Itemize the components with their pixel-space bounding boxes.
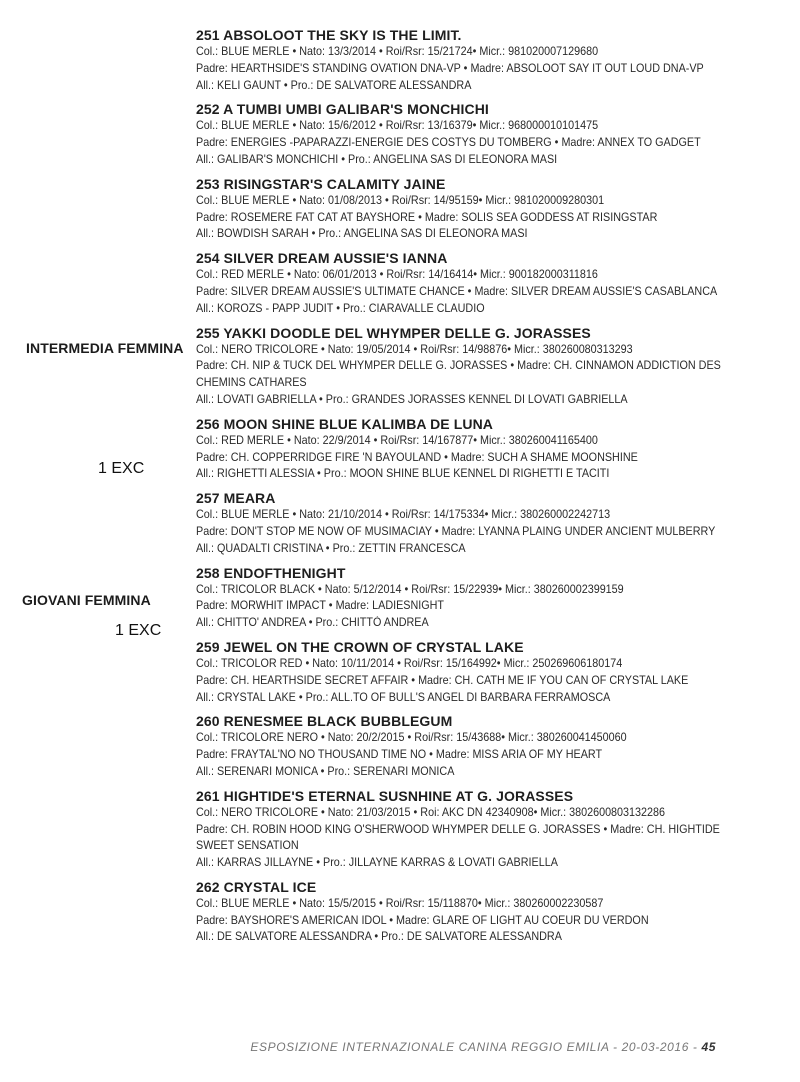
entry-detail-line: All.: CHITTO' ANDREA • Pro.: CHITTÒ ANDREA [196, 616, 429, 630]
entry-title: 255 YAKKI DOODLE DEL WHYMPER DELLE G. JORASSES [196, 324, 591, 341]
entry-title: 262 CRYSTAL ICE [196, 878, 317, 895]
catalog-entry [196, 878, 796, 946]
entry-detail-line: Padre: CH. ROBIN HOOD KING O'SHERWOOD WHYMPER DELLE G. JORASSES • Madre: CH. HIGHTIDE [196, 822, 720, 836]
catalog-entry [196, 249, 796, 317]
entry-detail-line: Padre: HEARTHSIDE'S STANDING OVATION DNA-VP • Madre: ABSOLOOT SAY IT OUT LOUD DNA-VP [196, 61, 704, 75]
entry-detail-line: Padre: ROSEMERE FAT CAT AT BAYSHORE • Madre: SOLIS SEA GODDESS AT RISINGSTAR [196, 210, 658, 224]
catalog-entry [196, 415, 796, 483]
entry-detail-line: All.: CRYSTAL LAKE • Pro.: ALL.TO OF BULL'S ANGEL DI BARBARA FERRAMOSCA [196, 690, 611, 704]
catalog-entry [196, 787, 796, 872]
entry-title: 251 ABSOLOOT THE SKY IS THE LIMIT. [196, 27, 462, 43]
grade-badge-258: 1 EXC [115, 622, 162, 639]
entry-title: 260 RENESMEE BLACK BUBBLEGUM [196, 713, 453, 730]
entry-detail-line: All.: SERENARI MONICA • Pro.: SERENARI MONICA [196, 764, 455, 778]
entry-detail-line: Padre: CH. COPPERRIDGE FIRE 'N BAYOULAND • Madre: SUCH A SHAME MOONSHINE [196, 450, 638, 464]
entry-detail-line: All.: DE SALVATORE ALESSANDRA • Pro.: DE SALVATORE ALESSANDRA [196, 930, 562, 944]
entry-title: 261 HIGHTIDE'S ETERNAL SUSNHINE AT G. JORASSES [196, 787, 574, 804]
entry-title: 256 MOON SHINE BLUE KALIMBA DE LUNA [196, 415, 494, 432]
page-number: 45 [701, 1040, 716, 1054]
entry-detail-line: Col.: TRICOLOR RED • Nato: 10/11/2014 • Roi/Rsr: 15/164992• Micr.: 250269606180174 [196, 656, 623, 670]
entry-detail-line: All.: BOWDISH SARAH • Pro.: ANGELINA SAS DI ELEONORA MASI [196, 227, 528, 241]
section-label-intermedia-femmina: INTERMEDIA FEMMINA [26, 340, 184, 356]
entry-detail-line: All.: RIGHETTI ALESSIA • Pro.: MOON SHINE BLUE KENNEL DI RIGHETTI E TACITI [196, 467, 610, 481]
entry-detail-line: All.: QUADALTI CRISTINA • Pro.: ZETTIN FRANCESCA [196, 541, 466, 555]
entry-detail-line: Col.: TRICOLOR BLACK • Nato: 5/12/2014 • Roi/Rsr: 15/22939• Micr.: 380260002399159 [196, 582, 624, 596]
entry-detail-line: All.: GALIBAR'S MONCHICHI • Pro.: ANGELINA SAS DI ELEONORA MASI [196, 152, 558, 166]
catalog-entry [196, 712, 796, 780]
grade-badge-256: 1 EXC [98, 460, 145, 477]
entry-detail-line: Padre: BAYSHORE'S AMERICAN IDOL • Madre: GLARE OF LIGHT AU COEUR DU VERDON [196, 913, 649, 927]
entry-detail-line: Padre: ENERGIES -PAPARAZZI-ENERGIE DES COSTYS DU TOMBERG • Madre: ANNEX TO GADGET [196, 136, 701, 150]
entry-detail-line: All.: KOROZS - PAPP JUDIT • Pro.: CIARAVALLE CLAUDIO [196, 301, 485, 315]
entry-detail-line: Col.: TRICOLORE NERO • Nato: 20/2/2015 • Roi/Rsr: 15/43688• Micr.: 380260041450060 [196, 731, 627, 745]
page-footer [250, 1040, 716, 1054]
section-label-giovani-femmina: GIOVANI FEMMINA [22, 592, 151, 608]
catalog-entries [196, 26, 796, 952]
entry-title: 254 SILVER DREAM AUSSIE'S IANNA [196, 250, 448, 267]
entry-detail-line: Col.: BLUE MERLE • Nato: 01/08/2013 • Roi/Rsr: 14/95159• Micr.: 981020009280301 [196, 193, 605, 207]
catalog-entry [196, 564, 796, 632]
entry-detail-line: All.: KELI GAUNT • Pro.: DE SALVATORE ALESSANDRA [196, 78, 472, 92]
entry-detail-line: Padre: SILVER DREAM AUSSIE'S ULTIMATE CHANCE • Madre: SILVER DREAM AUSSIE'S CASABLANCA [196, 284, 718, 298]
entry-detail-line: Col.: NERO TRICOLORE • Nato: 21/03/2015 • Roi: AKC DN 42340908• Micr.: 3802600803132286 [196, 805, 666, 819]
entry-detail-line: All.: KARRAS JILLAYNE • Pro.: JILLAYNE KARRAS & LOVATI GABRIELLA [196, 856, 558, 870]
entry-detail-line: SWEET SENSATION [196, 839, 299, 853]
entry-detail-line: Col.: BLUE MERLE • Nato: 21/10/2014 • Roi/Rsr: 14/175334• Micr.: 380260002242713 [196, 508, 611, 522]
entry-detail-line: Padre: DON'T STOP ME NOW OF MUSIMACIAY • Madre: LYANNA PLAING UNDER ANCIENT MULBERRY [196, 524, 716, 538]
entry-title: 257 MEARA [196, 490, 276, 507]
catalog-entry [196, 638, 796, 706]
catalog-entry [196, 26, 796, 94]
entry-detail-line: Col.: BLUE MERLE • Nato: 15/5/2015 • Roi/Rsr: 15/118870• Micr.: 380260002230587 [196, 896, 604, 910]
entry-title: 258 ENDOFTHENIGHT [196, 564, 346, 581]
entry-detail-line: CHEMINS CATHARES [196, 376, 307, 390]
footer-text: ESPOSIZIONE INTERNAZIONALE CANINA REGGIO EMILIA - 20-03-2016 - [250, 1040, 702, 1054]
entry-detail-line: Col.: BLUE MERLE • Nato: 15/6/2012 • Roi/Rsr: 13/16379• Micr.: 968000010101475 [196, 119, 599, 133]
entry-detail-line: Col.: NERO TRICOLORE • Nato: 19/05/2014 • Roi/Rsr: 14/98876• Micr.: 380260080313293 [196, 342, 633, 356]
entry-detail-line: Col.: BLUE MERLE • Nato: 13/3/2014 • Roi/Rsr: 15/21724• Micr.: 981020007129680 [196, 45, 599, 58]
entry-detail-line: Padre: CH. HEARTHSIDE SECRET AFFAIR • Madre: CH. CATH ME IF YOU CAN OF CRYSTAL LAKE [196, 673, 689, 687]
catalog-entry [196, 324, 796, 409]
entry-title: 252 A TUMBI UMBI GALIBAR'S MONCHICHI [196, 101, 489, 118]
entry-title: 253 RISINGSTAR'S CALAMITY JAINE [196, 175, 446, 192]
catalog-entry [196, 489, 796, 557]
catalog-entry [196, 175, 796, 243]
entry-detail-line: All.: LOVATI GABRIELLA • Pro.: GRANDES JORASSES KENNEL DI LOVATI GABRIELLA [196, 392, 628, 406]
entry-detail-line: Padre: MORWHIT IMPACT • Madre: LADIESNIGHT [196, 599, 445, 613]
entry-detail-line: Col.: RED MERLE • Nato: 06/01/2013 • Roi/Rsr: 14/16414• Micr.: 900182000311816 [196, 268, 598, 282]
entry-title: 259 JEWEL ON THE CROWN OF CRYSTAL LAKE [196, 638, 524, 655]
entry-detail-line: Col.: RED MERLE • Nato: 22/9/2014 • Roi/Rsr: 14/167877• Micr.: 380260041165400 [196, 433, 598, 447]
catalog-entry [196, 100, 796, 168]
entry-detail-line: Padre: FRAYTAL'NO NO THOUSAND TIME NO • Madre: MISS ARIA OF MY HEART [196, 748, 603, 762]
entry-detail-line: Padre: CH. NIP & TUCK DEL WHYMPER DELLE G. JORASSES • Madre: CH. CINNAMON ADDICTION DES [196, 359, 721, 373]
